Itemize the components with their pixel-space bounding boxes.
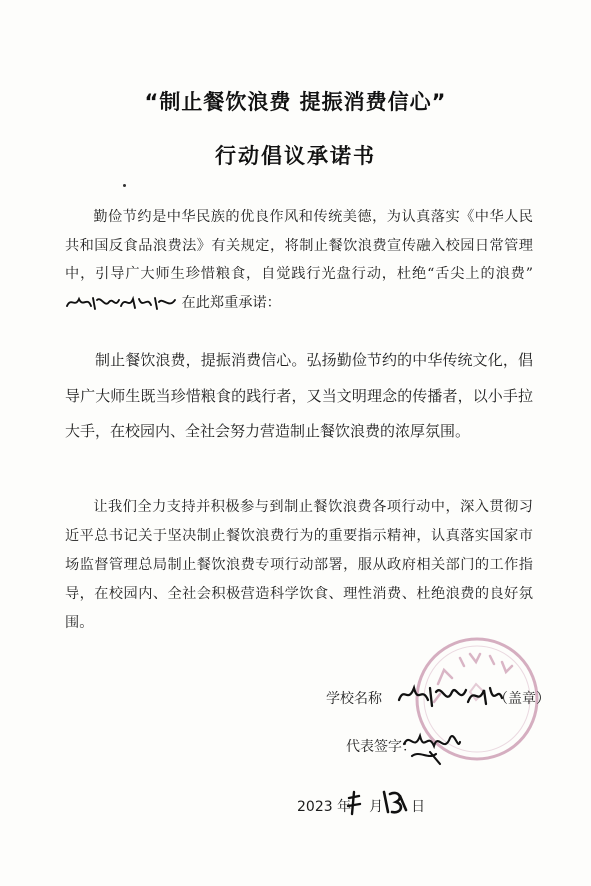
paragraph-intro bbox=[65, 203, 533, 317]
date-month-unit: 月 bbox=[369, 799, 384, 815]
handwritten-month bbox=[346, 790, 362, 816]
document-subtitle: 行动倡议承诺书 bbox=[215, 144, 376, 168]
paragraph-action: 让我们全力支持并积极参与到制止餐饮浪费各项行动中，深入贯彻习近平总书记关于坚决制止餐饮浪费行为的重要指示精神，认真落实国家市场监督管理总局制止餐饮浪费专项行动部署，服从政府相关部门的工作指导，在校园内、全社会积极营造科学饮食、理性消费、杜绝浪费的良好氛围。 bbox=[65, 499, 533, 631]
paragraph-intro-end: 在此郑重承诺： bbox=[177, 294, 281, 311]
seal-note: （盖章） bbox=[494, 691, 550, 707]
handwritten-day bbox=[380, 788, 410, 816]
date-day-unit: 日 bbox=[411, 799, 426, 815]
document-title: “制止餐饮浪费 提振消费信心” bbox=[144, 90, 447, 114]
school-name-label: 学校名称 bbox=[326, 691, 382, 707]
handwritten-school-name bbox=[396, 680, 504, 710]
handwritten-school-name-inline bbox=[65, 294, 177, 312]
representative-label: 代表签字： bbox=[346, 739, 416, 755]
paragraph-intro-text: 勤俭节约是中华民族的优良作风和传统美德，为认真落实《中华人民共和国反食品浪费法》有关规定，将制止餐饮浪费宣传融入校园日常管理中，引导广大师生珍惜粮食，自觉践行光盘行动，杜绝“舌尖上的浪费” bbox=[65, 209, 533, 282]
date-year: 2023 年 bbox=[297, 799, 352, 815]
speck bbox=[123, 184, 126, 187]
handwritten-signature bbox=[400, 722, 462, 766]
paragraph-commitment: 制止餐饮浪费，提振消费信心。弘扬勤俭节约的中华传统文化，倡导广大师生既当珍惜粮食的践行者，又当文明理念的传播者，以小手拉大手，在校园内、全社会努力营造制止餐饮浪费的浓厚氛围。 bbox=[65, 351, 533, 440]
